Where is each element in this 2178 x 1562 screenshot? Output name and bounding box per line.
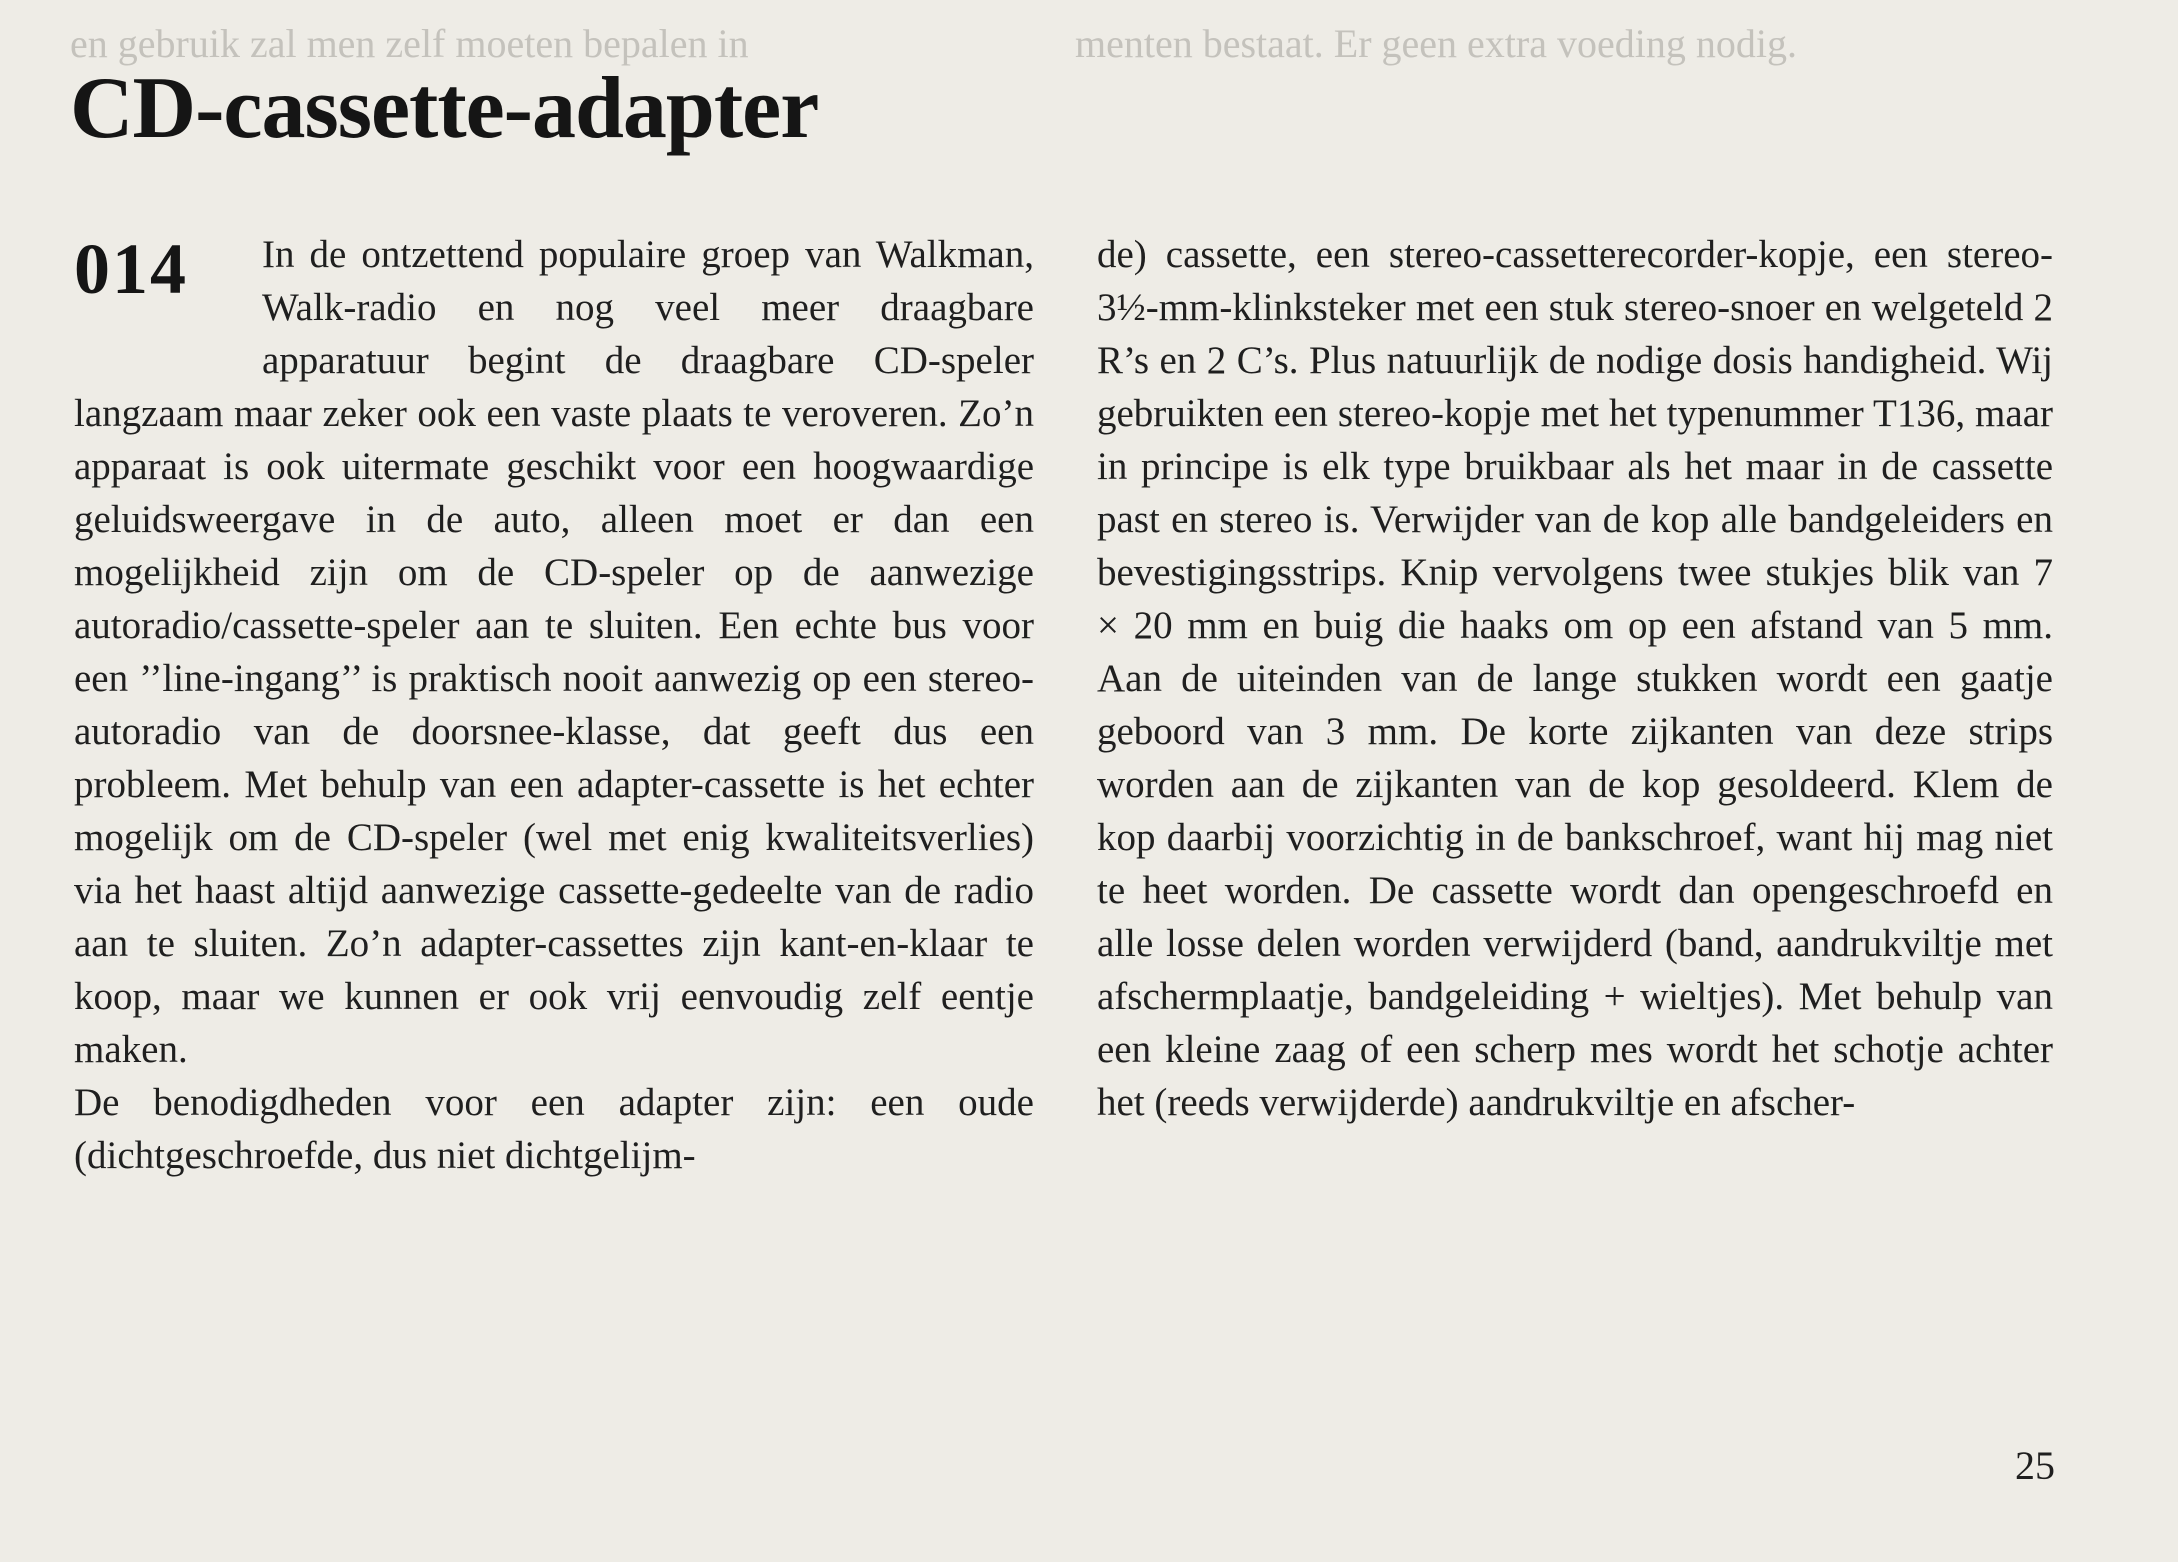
left-column — [74, 228, 1034, 1182]
left-paragraph-2: De benodigdheden voor een adapter zijn: een oude (dichtgeschroefde, dus niet dichtgelijm- — [74, 1081, 1034, 1177]
page-number: 25 — [2015, 1443, 2055, 1488]
article-number: 014 — [74, 229, 188, 309]
article-number-spacer — [74, 228, 262, 387]
bleed-through-text-right: menten bestaat. Er geen extra voeding nodig. — [1075, 21, 1797, 66]
bleed-through-text-left: en gebruik zal men zelf moeten bepalen in — [70, 21, 749, 66]
article-title: CD-cassette-adapter — [70, 60, 819, 157]
left-paragraph-1: In de ontzettend populaire groep van Walkman, Walk-radio en nog veel meer draagbare apparatuur begint de draagbare CD-speler langzaam maar zeker ook een vaste plaats te veroveren. Zo’n apparaat is ook uitermate geschikt voor een hoogwaardige geluidsweergave in de auto, alleen moet er dan een mogelijkheid zijn om de CD-speler op de aanwezige autoradio/cassette-speler aan te sluiten. Een echte bus voor een ’’line-ingang’’ is praktisch nooit aanwezig op een stereo-autoradio van de doorsnee-klasse, dat geeft dus een probleem. Met behulp van een adapter-cassette is het echter mogelijk om de CD-speler (wel met enig kwaliteitsverlies) via het haast altijd aanwezige cassette-gedeelte van de radio aan te sluiten. Zo’n adapter-cassettes zijn kant-en-klaar te koop, maar we kunnen er ook vrij eenvoudig zelf eentje maken. — [74, 233, 1034, 1071]
right-column — [1097, 228, 2053, 1129]
right-paragraph: de) cassette, een stereo-cassetterecorder-kopje, een stereo-3½-mm-klinksteker met een stuk stereo-snoer en welgeteld 2 R’s en 2 C’s. Plus natuurlijk de nodige dosis handigheid. Wij gebruikten een stereo-kopje met het typenummer T136, maar in principe is elk type bruikbaar als het maar in de cassette past en stereo is. Verwijder van de kop alle bandgeleiders en bevestigingsstrips. Knip vervolgens twee stukjes blik van 7 × 20 mm en buig die haaks om op een afstand van 5 mm. Aan de uiteinden van de lange stukken wordt een gaatje geboord van 3 mm. De korte zijkanten van deze strips worden aan de zijkanten van de kop gesoldeerd. Klem de kop daarbij voorzichtig in de bankschroef, want hij mag niet te heet worden. De cassette wordt dan opengeschroefd en alle losse delen worden verwijderd (band, aandrukviltje met afschermplaatje, bandgeleiding + wieltjes). Met behulp van een kleine zaag of een scherp mes wordt het schotje achter het (reeds verwijderde) aandrukviltje en afscher- — [1097, 233, 2053, 1124]
